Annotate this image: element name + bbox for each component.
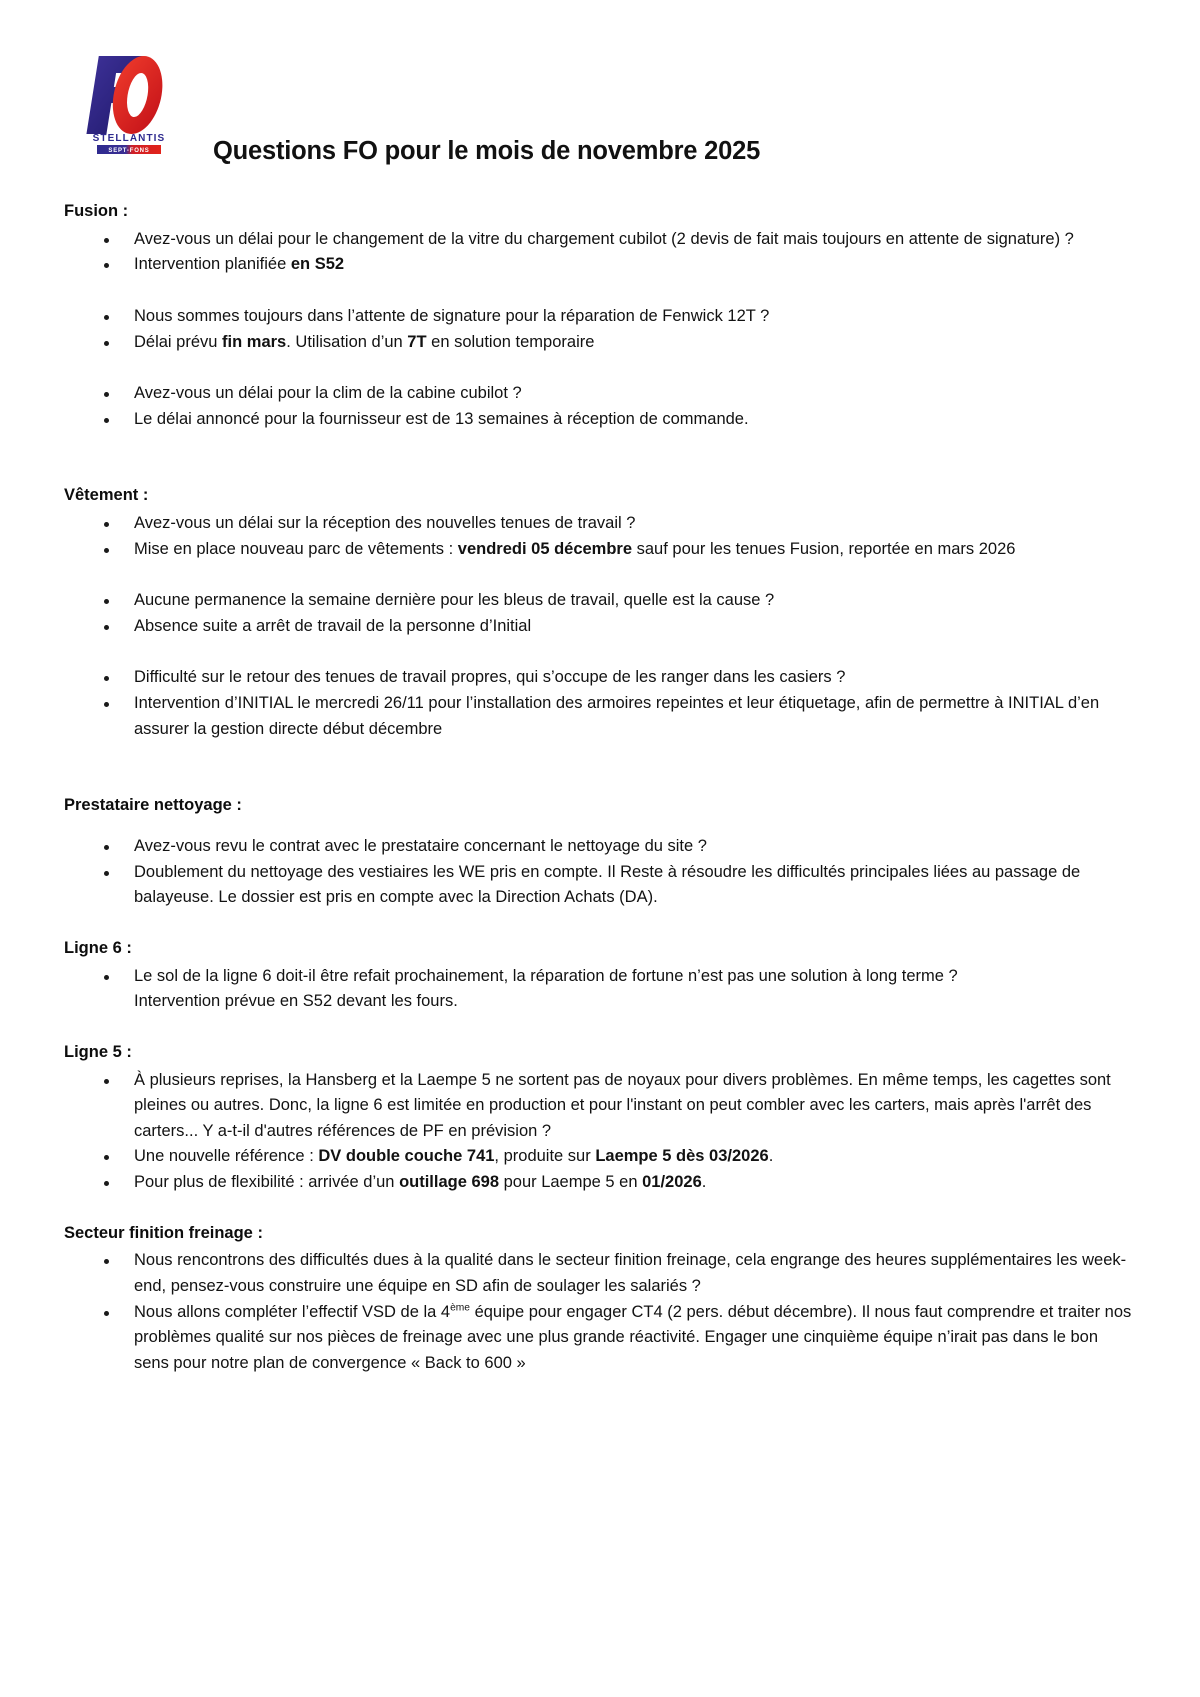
- list-item: Intervention d’INITIAL le mercredi 26/11 pour l’installation des armoires repeintes et leur étiquetage, afin de permettre à INITIAL d’en assurer la gestion directe début décembre: [64, 691, 1136, 742]
- section-heading: Ligne 5 :: [64, 1042, 132, 1061]
- list-item: Difficulté sur le retour des tenues de travail propres, qui s’occupe de les ranger dans les casiers ?: [64, 665, 1136, 691]
- section-heading: Fusion :: [64, 202, 129, 220]
- section-heading: Prestataire nettoyage :: [64, 796, 242, 815]
- svg-text:SEPT-FONS: SEPT-FONS: [108, 148, 150, 154]
- list-item: Nous rencontrons des difficultés dues à la qualité dans le secteur finition freinage, cela engrange des heures supplémentaires les week-end, pensez-vous construire une équipe en SD afin de soulager les salariés ?: [64, 1248, 1136, 1299]
- list-item: Nous sommes toujours dans l’attente de signature pour la réparation de Fenwick 12T ?: [64, 304, 1136, 330]
- list-item: Intervention planifiée en S52: [64, 252, 1136, 278]
- list-item: Aucune permanence la semaine dernière pour les bleus de travail, quelle est la cause ?: [64, 588, 1136, 614]
- bullet-list: [64, 227, 1136, 278]
- bullet-list: [64, 964, 1136, 1015]
- section-ligne-6: [64, 937, 1136, 1015]
- section-heading: Vêtement :: [64, 486, 149, 505]
- document-body: [0, 200, 1200, 1376]
- svg-text:STELLANTIS: STELLANTIS: [92, 133, 166, 144]
- list-item: Absence suite a arrêt de travail de la personne d’Initial: [64, 614, 1136, 640]
- list-item: Avez-vous un délai pour le changement de la vitre du chargement cubilot (2 devis de fait mais toujours en attente de signature) ?: [64, 227, 1136, 253]
- bullet-list: [64, 381, 1136, 432]
- list-item: Nous allons compléter l’effectif VSD de la 4ème équipe pour engager CT4 (2 pers. début décembre). Il nous faut comprendre et traiter nos problèmes qualité sur nos pièces de freinage avec une plus grande réactivité. Engager une cinquième équipe n’irait pas dans le bon sens pour notre plan de convergence « Back to 600 »: [64, 1300, 1136, 1377]
- bullet-list: [64, 304, 1136, 355]
- section-prestataire-nettoyage: [64, 794, 1136, 911]
- list-item: Mise en place nouveau parc de vêtements : vendredi 05 décembre sauf pour les tenues Fusion, reportée en mars 2026: [64, 537, 1136, 563]
- section-fusion: [64, 200, 1136, 432]
- bullet-list: [64, 665, 1136, 742]
- bullet-list: [64, 1248, 1136, 1376]
- list-item: Avez-vous un délai sur la réception des nouvelles tenues de travail ?: [64, 511, 1136, 537]
- section-heading: Secteur finition freinage :: [64, 1223, 263, 1242]
- list-item: Le délai annoncé pour la fournisseur est de 13 semaines à réception de commande.: [64, 407, 1136, 433]
- bullet-list: [64, 588, 1136, 639]
- list-item: Pour plus de flexibilité : arrivée d’un outillage 698 pour Laempe 5 en 01/2026.: [64, 1170, 1136, 1196]
- bullet-list: [64, 834, 1136, 911]
- section-heading: Ligne 6 :: [64, 938, 132, 957]
- section-secteur-finition-freinage: [64, 1222, 1136, 1377]
- list-item: Avez-vous un délai pour la clim de la cabine cubilot ?: [64, 381, 1136, 407]
- section-vetement: [64, 484, 1136, 742]
- list-item: À plusieurs reprises, la Hansberg et la Laempe 5 ne sortent pas de noyaux pour divers problèmes. En même temps, les cagettes sont pleines ou autres. Donc, la ligne 6 est limitée en production et pour l'instant on peut combler avec les carters, mais après l'arrêt des carters... Y a-t-il d'autres références de PF en prévision ?: [64, 1068, 1136, 1145]
- ordinal-suffix: ème: [450, 1302, 470, 1314]
- list-item-plain: Intervention prévue en S52 devant les fours.: [134, 992, 458, 1011]
- document-header: [0, 0, 1200, 200]
- bullet-list: [64, 1068, 1136, 1196]
- list-item: Délai prévu fin mars. Utilisation d’un 7T en solution temporaire: [64, 330, 1136, 356]
- page-title: Questions FO pour le mois de novembre 2025: [213, 137, 761, 165]
- list-item: Le sol de la ligne 6 doit-il être refait prochainement, la réparation de fortune n’est pas une solution à long terme ?: [64, 964, 1136, 990]
- bullet-list: [64, 511, 1136, 562]
- list-item: Avez-vous revu le contrat avec le prestataire concernant le nettoyage du site ?: [64, 834, 1136, 860]
- list-item: Une nouvelle référence : DV double couche 741, produite sur Laempe 5 dès 03/2026.: [64, 1144, 1136, 1170]
- fo-stellantis-logo: [83, 42, 175, 154]
- list-item: Doublement du nettoyage des vestiaires les WE pris en compte. Il Reste à résoudre les difficultés principales liées au passage de balayeuse. Le dossier est pris en compte avec la Direction Achats (DA).: [64, 860, 1136, 911]
- section-ligne-5: [64, 1041, 1136, 1196]
